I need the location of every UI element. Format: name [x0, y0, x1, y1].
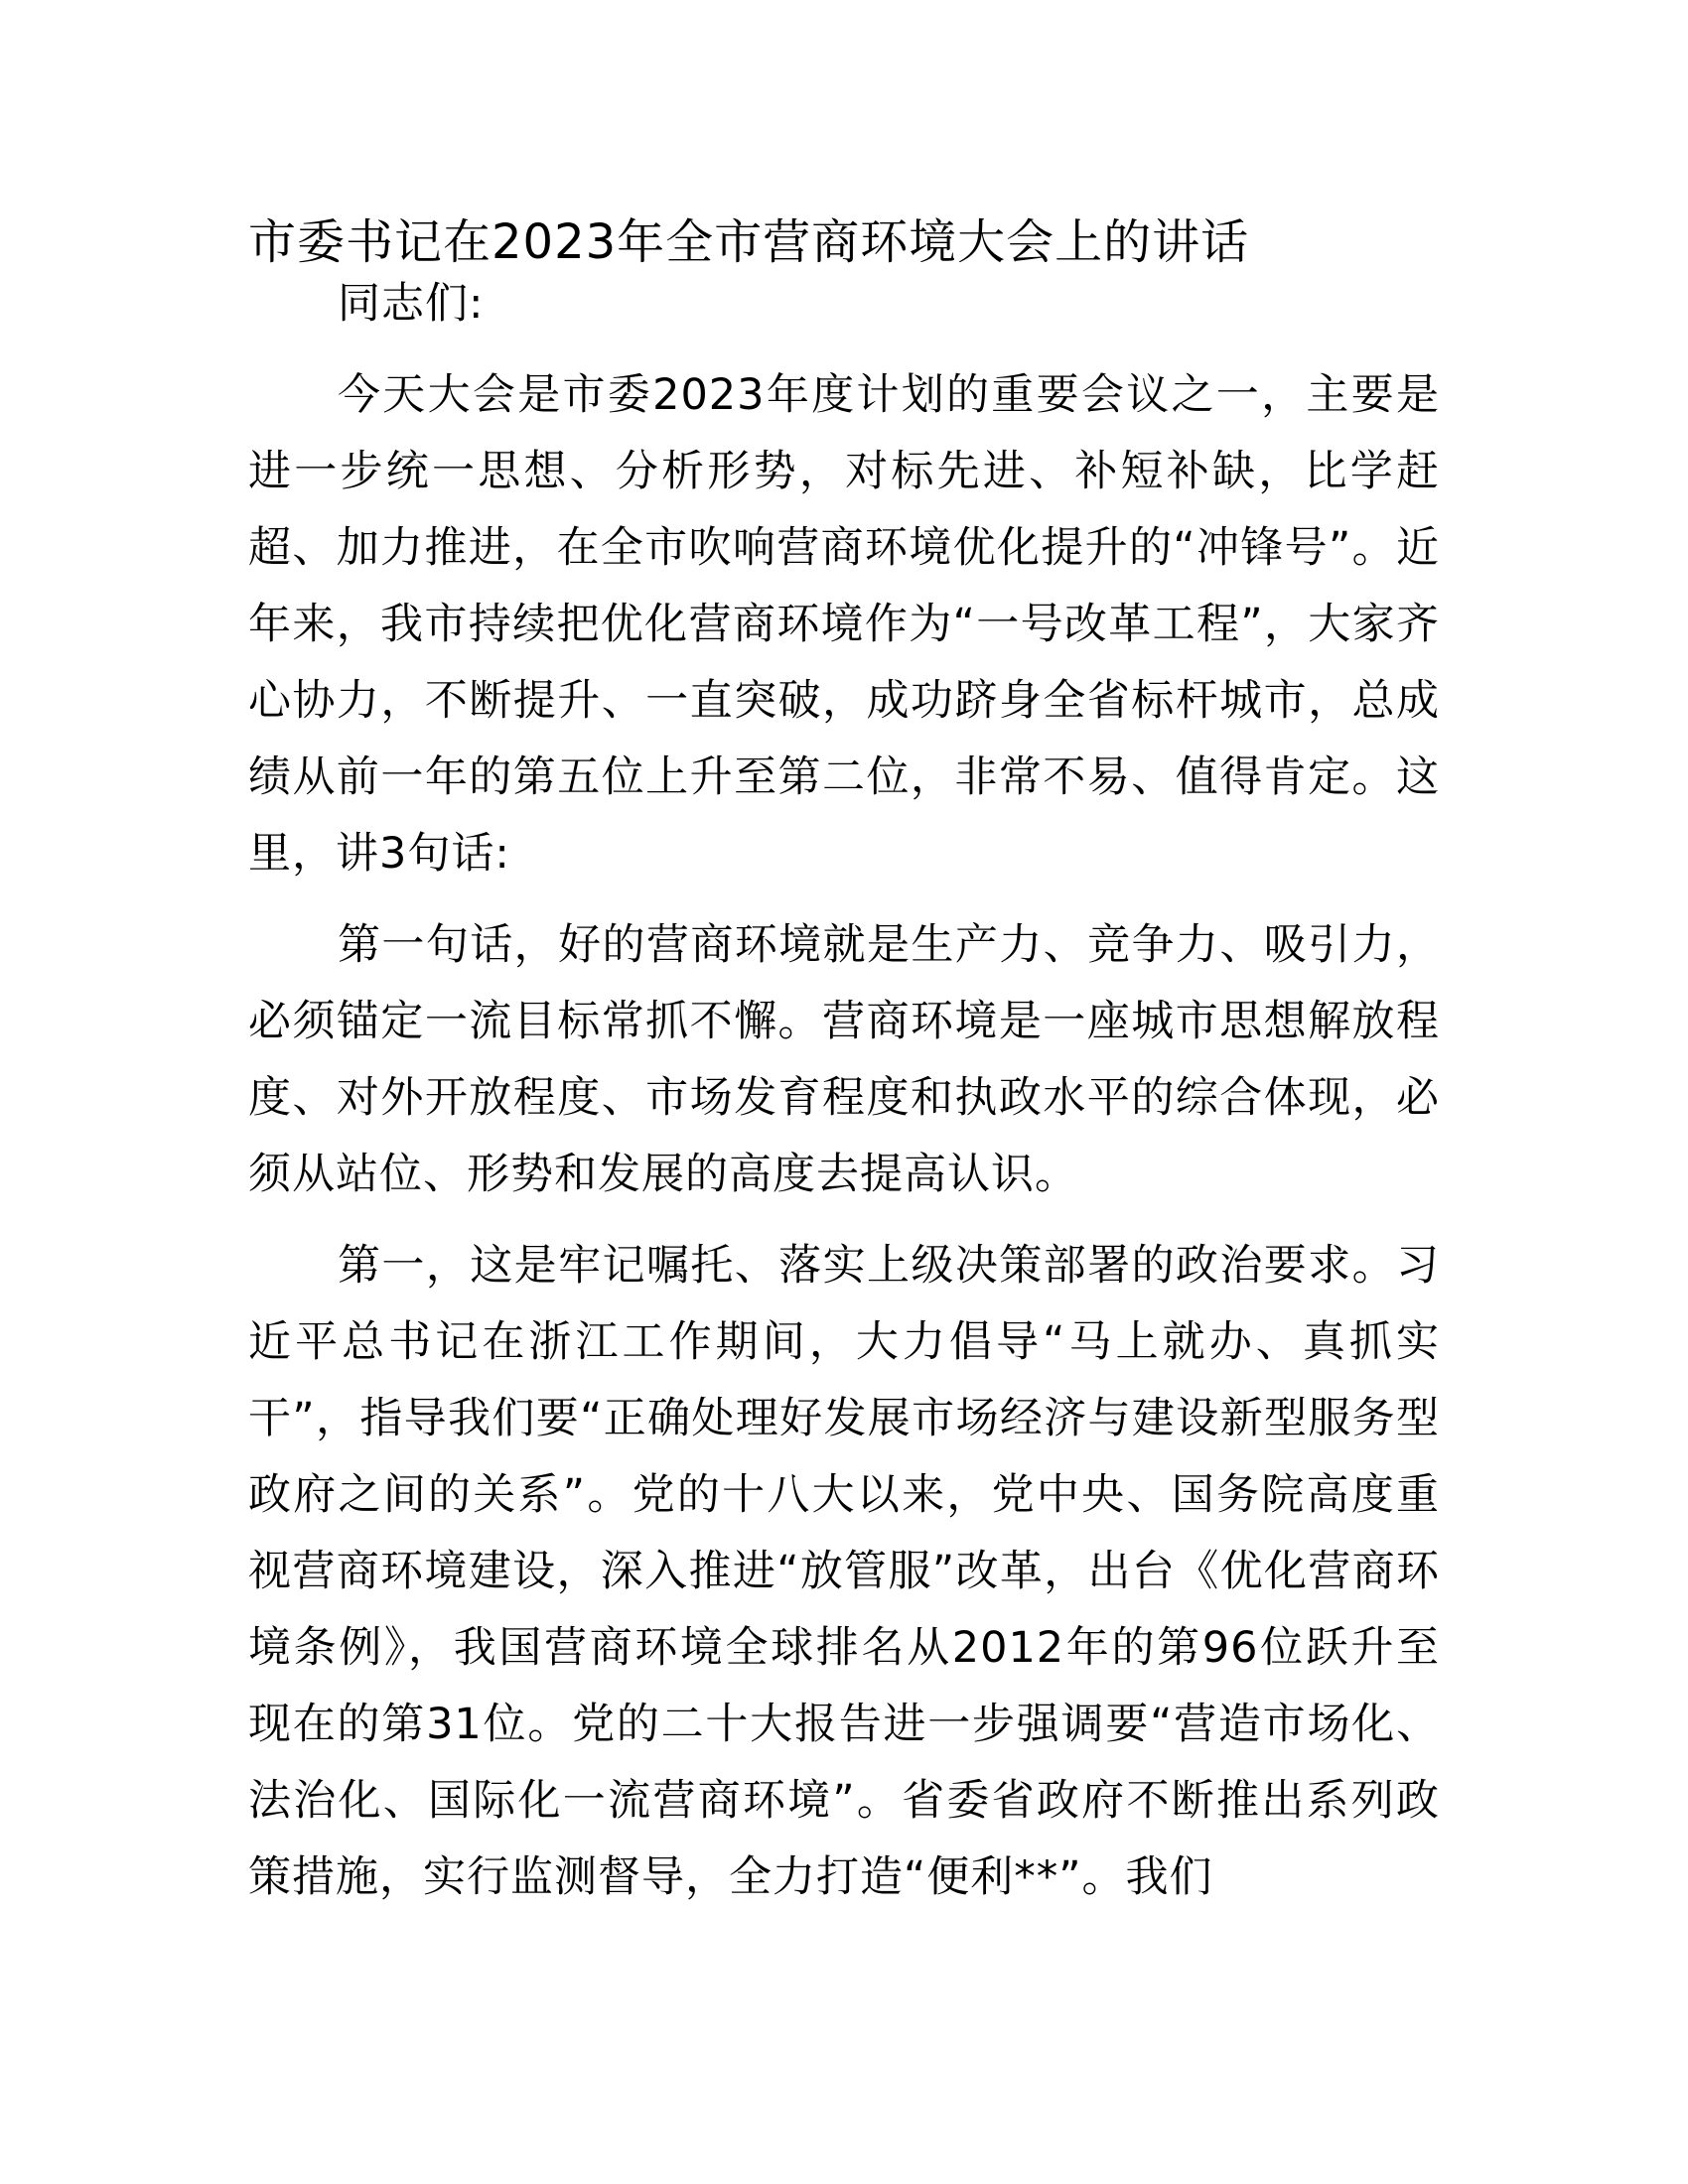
document-title: 市委书记在2023年全市营商环境大会上的讲话 [248, 214, 1250, 270]
paragraph-intro: 今天大会是市委2023年度计划的重要会议之一，主要是进一步统一思想、分析形势，对标先进、补短补缺，比学赶超、加力推进，在全市吹响营商环境优化提升的“冲锋号”。近年来，我市持续把优化营商环境作为“一号改革工程”，大家齐心协力，不断提升、一直突破，成功跻身全省标杆城市，总成绩从前一年的第五位上升至第二位，非常不易、值得肯定。这里，讲3句话: [248, 370, 1440, 879]
paragraph-salutation: 同志们: [338, 279, 485, 329]
paragraph-first-point: 第一句话，好的营商环境就是生产力、竞争力、吸引力，必须锚定一流目标常抓不懈。营商环境是一座城市思想解放程度、对外开放程度、市场发育程度和执政水平的综合体现，必须从站位、形势和发展的高度去提高认识。 [248, 920, 1440, 1199]
document-body [248, 266, 1440, 1931]
paragraph-first-subpoint: 第一，这是牢记嘱托、落实上级决策部署的政治要求。习近平总书记在浙江工作期间，大力倡导“马上就办、真抓实干”，指导我们要“正确处理好发展市场经济与建设新型服务型政府之间的关系”。党的十八大以来，党中央、国务院高度重视营商环境建设，深入推进“放管服”改革，出台《优化营商环境条例》，我国营商环境全球排名从2012年的第96位跃升至现在的第31位。党的二十大报告进一步强调要“营造市场化、法治化、国际化一流营商环境”。省委省政府不断推出系列政策措施，实行监测督导，全力打造“便利**”。我们 [248, 1241, 1440, 1902]
